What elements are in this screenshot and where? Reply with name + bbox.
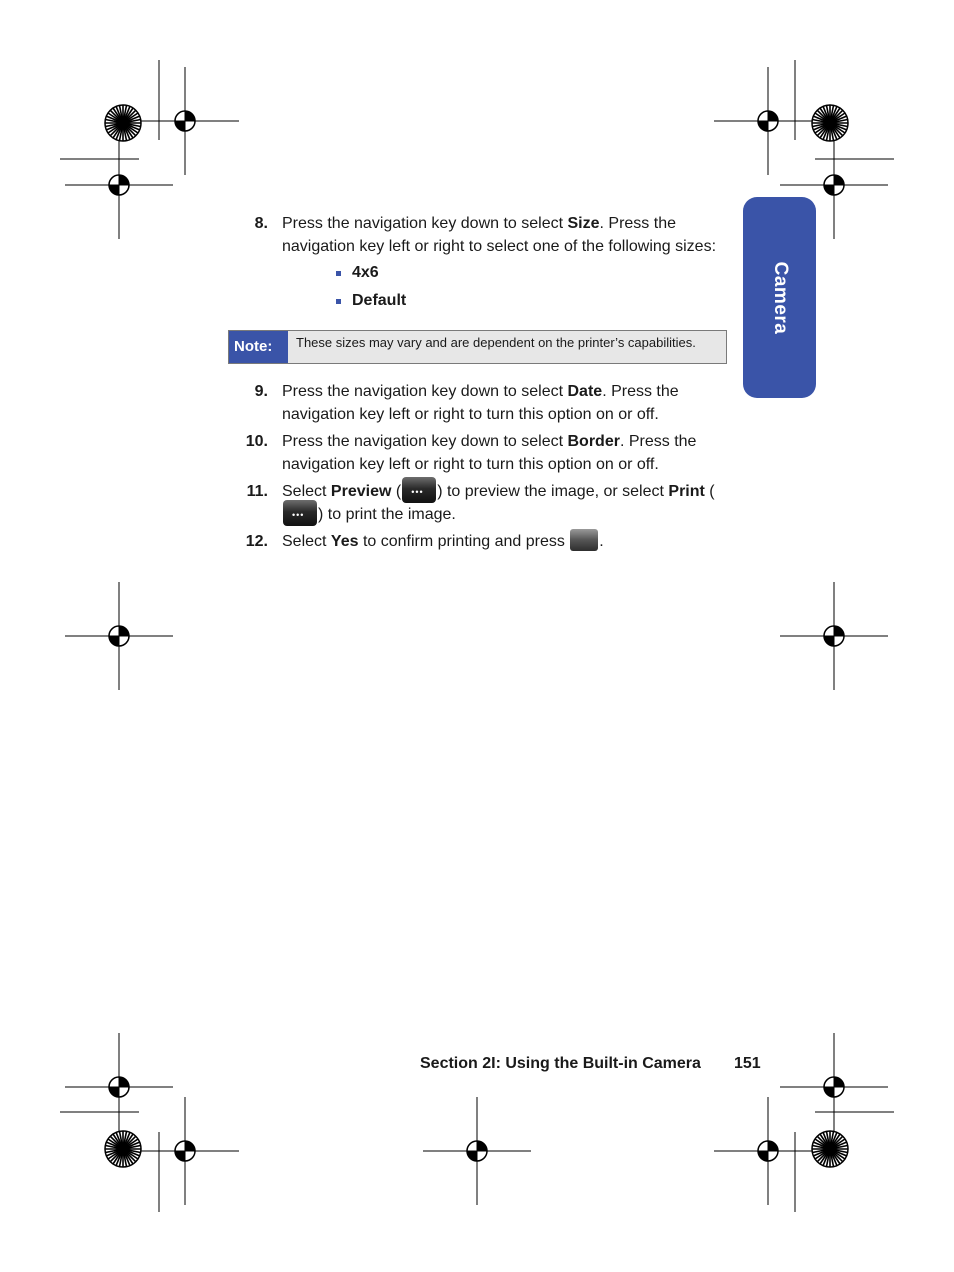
step-number: 10. [245, 433, 268, 450]
step-text: to confirm printing and press [358, 533, 570, 550]
step-12 [228, 530, 728, 553]
size-option-default: Default [352, 289, 728, 312]
step-keyword: Preview [330, 483, 392, 500]
step-8 [228, 212, 728, 312]
step-text: Press the navigation key down to select [282, 215, 568, 232]
step-keyword: Border [567, 433, 620, 450]
step-text: . Press the navigation key left or right to select one of the following sizes: [282, 215, 717, 255]
step-number: 9. [254, 383, 268, 400]
instructions [228, 212, 728, 557]
step-text: . [599, 533, 604, 550]
step-keyword: Print [668, 483, 705, 500]
step-number: 12. [245, 533, 268, 550]
step-text: Press the navigation key down to select [282, 433, 568, 450]
step-keyword: Size [567, 215, 600, 232]
step-text: . Press the navigation key left or right to turn this option on or off. [282, 383, 679, 423]
step-keyword: Date [567, 383, 603, 400]
page-number: 151 [734, 1055, 761, 1072]
print-softkey-icon: ••• [283, 500, 317, 526]
menu-ok-key-icon [570, 529, 598, 551]
step-text: ) to print the image. [318, 506, 456, 523]
preview-softkey-icon: ••• [402, 477, 436, 503]
note-label: Note: [229, 331, 288, 363]
step-number: 8. [254, 215, 268, 232]
note-text: These sizes may vary and are dependent on the printer’s capabilities. [288, 331, 726, 363]
step-text: ) to preview the image, or select [437, 483, 669, 500]
note-box [228, 330, 727, 364]
step-number: 11. [246, 483, 268, 500]
section-tab-label: Camera [769, 261, 791, 334]
step-text: ( [704, 483, 715, 500]
footer-section-title: Section 2I: Using the Built-in Camera [420, 1055, 701, 1072]
step-9 [228, 380, 728, 426]
size-option-4x6: 4x6 [352, 261, 728, 284]
section-tab [743, 197, 816, 398]
step-10 [228, 430, 728, 476]
step-keyword: Yes [330, 533, 359, 550]
step-11 [228, 480, 728, 526]
step-text: . Press the navigation key left or right to turn this option on or off. [282, 433, 697, 473]
step-text: Select [282, 483, 331, 500]
step-text: ( [391, 483, 402, 500]
step-text: Press the navigation key down to select [282, 383, 568, 400]
step-text: Select [282, 533, 331, 550]
size-options [282, 261, 728, 312]
page-footer [420, 1055, 761, 1073]
